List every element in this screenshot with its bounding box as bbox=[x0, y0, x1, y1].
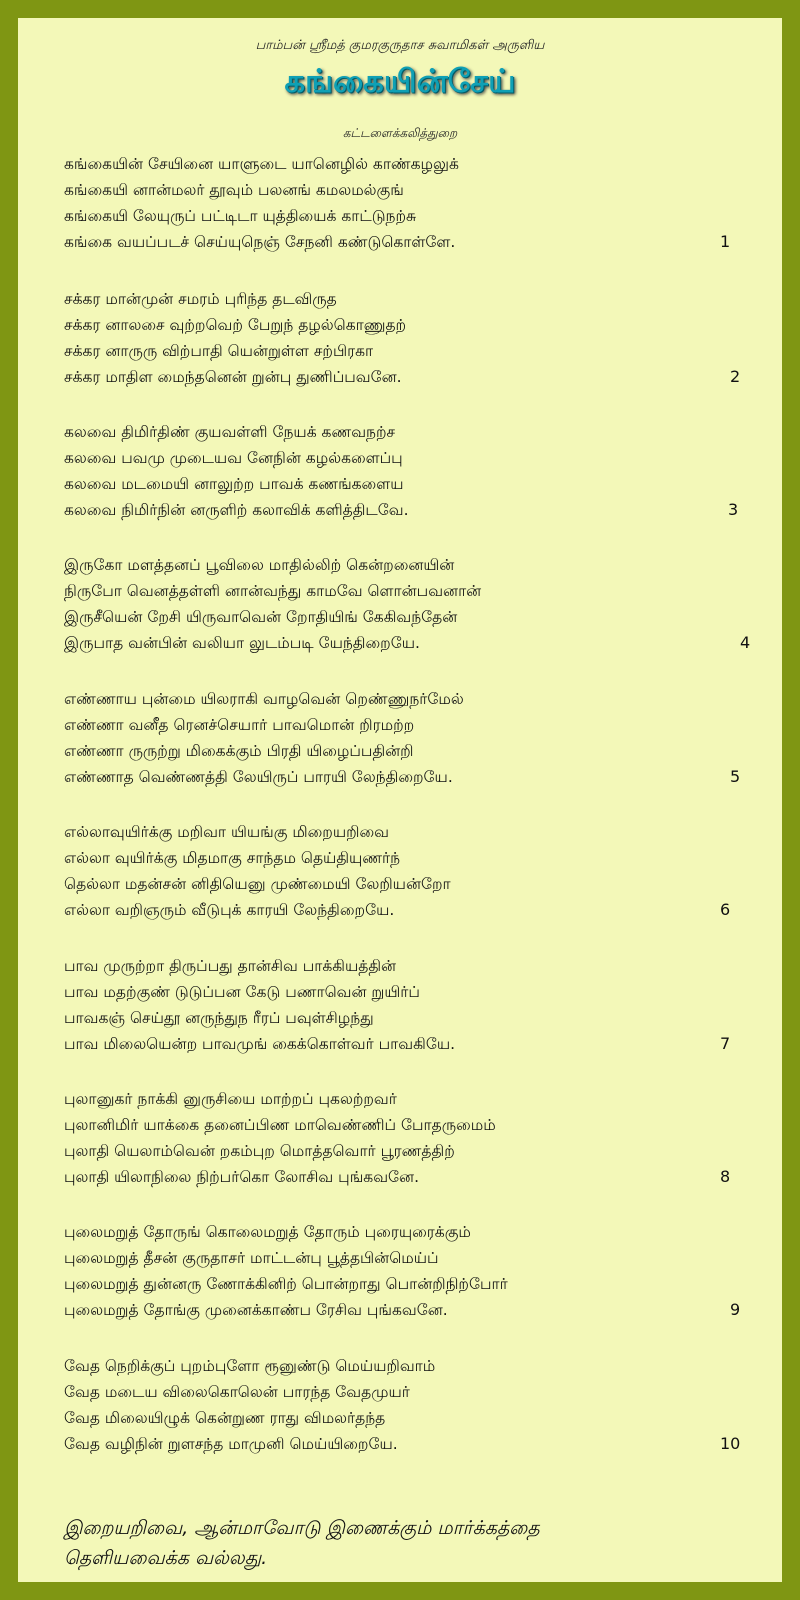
verse-line: கலவை பவமு முடையவ னேநின் கழல்களைப்பு bbox=[64, 449, 403, 467]
verse-number: 6 bbox=[720, 900, 731, 919]
verse-line: பாவ முருற்றா திருப்பது தான்சிவ பாக்கியத்தின் bbox=[64, 957, 397, 975]
verse-line: எண்ணா ருருற்று மிகைக்கும் பிரதி யிழைப்பதின்றி bbox=[64, 742, 414, 760]
verse-line: கலவை திமிர்திண் குயவள்ளி நேயக் கணவநற்ச bbox=[64, 423, 396, 441]
verse-line: பாவ மதற்குண் டுடுப்பன கேடு பணாவென் றுயிர்ப் bbox=[64, 983, 420, 1001]
verse-number: 7 bbox=[720, 1034, 731, 1053]
verse-number: 2 bbox=[730, 367, 741, 386]
verse-1 bbox=[64, 151, 744, 255]
verse-4 bbox=[64, 552, 751, 656]
author-line: பாம்பன் ஸ்ரீமத் குமரகுருதாச சுவாமிகள் அருளிய bbox=[255, 38, 545, 53]
verse-line: நிருபோ வெனத்தள்ளி னான்வந்து காமவே ளொன்பவனான் bbox=[64, 582, 482, 600]
verse-line: எண்ணா வனீத ரெனச்செயார் பாவமொன் றிரமற்ற bbox=[64, 716, 415, 734]
verse-line: இருசீயென் றேசி யிருவாவென் றோதியிங் கேகிவந்தேன் bbox=[64, 608, 458, 626]
verse-line: எல்லா வறிஞரும் வீடுபுக் காரயி லேந்திறையே. bbox=[64, 901, 395, 919]
verse-line: வேத மிலையிழுக் கென்றுண ராது விமலர்தந்த bbox=[64, 1409, 386, 1427]
verse-line: புலைமறுத் துன்னரு ணோக்கினிற் பொன்றாது பொன்றிநிற்போர் bbox=[64, 1275, 508, 1293]
verse-3 bbox=[64, 419, 744, 523]
verse-line: எண்ணாத வெண்ணத்தி லேயிருப் பாரயி லேந்திறையே. bbox=[64, 768, 453, 786]
verse-number: 10 bbox=[720, 1434, 741, 1453]
verse-line: சக்கர னாலசை வுற்றவெற் பேறுந் தழல்கொணுதற் bbox=[64, 316, 407, 334]
verse-line: இருகோ மளத்தனப் பூவிலை மாதில்லிற் கென்றனையின் bbox=[64, 556, 455, 574]
verse-line: புலைமறுத் தோருங் கொலைமறுத் தோரும் புரையுரைக்கும் bbox=[64, 1223, 471, 1241]
verse-line: புலைமறுத் தீசன் குருதாசர் மாட்டன்பு பூத்தபின்மெய்ப் bbox=[64, 1249, 439, 1267]
verse-number: 5 bbox=[730, 767, 741, 786]
verse-7 bbox=[64, 953, 744, 1057]
verse-8 bbox=[64, 1086, 744, 1190]
verse-10 bbox=[64, 1353, 744, 1457]
verse-line: இருபாத வன்பின் வலியா லுடம்படி யேந்திறையே. bbox=[64, 634, 420, 652]
verse-line: புலானுகர் நாக்கி னுருசியை மாற்றப் புகலற்றவர் bbox=[64, 1090, 397, 1108]
verse-2 bbox=[64, 286, 744, 390]
verse-line: பாவகஞ் செய்தூ னருந்துந ரீரப் பவுள்சிழந்து bbox=[64, 1009, 374, 1027]
verse-line: கங்கையி னான்மலர் தூவும் பலனங் கமலமல்குங் bbox=[64, 181, 404, 199]
verse-line: கலவை மடமையி னாலுற்ற பாவக் கணங்களைய bbox=[64, 475, 404, 493]
verse-line: சக்கர மான்முன் சமரம் புரிந்த தடவிருத bbox=[64, 290, 337, 308]
verse-line: சக்கர னாருரு விற்பாதி யென்றுள்ள சற்பிரகா bbox=[64, 342, 374, 360]
closing-line: இறையறிவை, ஆன்மாவோடு இணைக்கும் மார்க்கத்தை bbox=[64, 1517, 540, 1539]
verse-line: பாவ மிலையென்ற பாவமுங் கைக்கொள்வர் பாவகியே. bbox=[64, 1035, 456, 1053]
verse-line: தெல்லா மதன்சன் னிதியெனு முண்மையி லேறியன்றோ bbox=[64, 875, 451, 893]
verse-line: வேத வழிநின் றுளசந்த மாமுனி மெய்யிறையே. bbox=[64, 1435, 398, 1453]
page-title: கங்கையின்சேய் bbox=[284, 62, 516, 100]
verse-line: கலவை நிமிர்நின் னருளிற் கலாவிக் களித்திடவே. bbox=[64, 501, 409, 519]
document-panel bbox=[18, 18, 782, 1582]
verse-line: எல்லாவுயிர்க்கு மறிவா யியங்கு மிறையறிவை bbox=[64, 823, 389, 841]
verse-9 bbox=[64, 1219, 744, 1323]
verse-5 bbox=[64, 686, 744, 790]
verse-line: கங்கையின் சேயினை யாளுடை யானெழில் காண்கழலுக் bbox=[64, 155, 459, 173]
verse-line: சக்கர மாதிள மைந்தனென் றுன்பு துணிப்பவனே. bbox=[64, 368, 402, 386]
meter-subtitle: கட்டளைக்கலித்துறை bbox=[342, 126, 458, 140]
verse-line: புலாதி யிலாநிலை நிற்பர்கொ லோசிவ புங்கவனே. bbox=[64, 1168, 420, 1186]
verse-line: புலைமறுத் தோங்கு முனைக்காண்ப ரேசிவ புங்கவனே. bbox=[64, 1301, 448, 1319]
closing-note bbox=[64, 1513, 744, 1573]
verse-line: புலானிமிர் யாக்கை தனைப்பிண மாவெண்ணிப் போதருமைம் bbox=[64, 1116, 496, 1134]
verse-line: கங்கை வயப்படச் செய்யுநெஞ் சேநனி கண்டுகொள்ளே. bbox=[64, 233, 456, 251]
verse-line: வேத நெறிக்குப் புறம்புளோ ரூனுண்டு மெய்யறிவாம் bbox=[64, 1357, 436, 1375]
verse-line: எண்ணாய புன்மை யிலராகி வாழவென் றெண்ணுநர்மேல் bbox=[64, 690, 464, 708]
verse-number: 8 bbox=[720, 1167, 731, 1186]
verse-line: எல்லா வுயிர்க்கு மிதமாகு சாந்தம தெய்தியுணர்ந் bbox=[64, 849, 401, 867]
verse-6 bbox=[64, 819, 744, 923]
verse-line: புலாதி யெலாம்வென் றகம்புற மொத்தவொர் பூரணத்திற் bbox=[64, 1142, 455, 1160]
verse-number: 9 bbox=[730, 1300, 741, 1319]
verse-line: வேத மடைய விலைகொலென் பாரந்த வேதமுயர் bbox=[64, 1383, 410, 1401]
verse-number: 4 bbox=[740, 633, 751, 652]
closing-line: தெளியவைக்க வல்லது. bbox=[64, 1547, 268, 1569]
verse-number: 3 bbox=[728, 500, 739, 519]
verse-line: கங்கையி லேயுருப் பட்டிடா யுத்தியைக் காட்டுநற்சு bbox=[64, 207, 417, 225]
verse-number: 1 bbox=[720, 232, 731, 251]
